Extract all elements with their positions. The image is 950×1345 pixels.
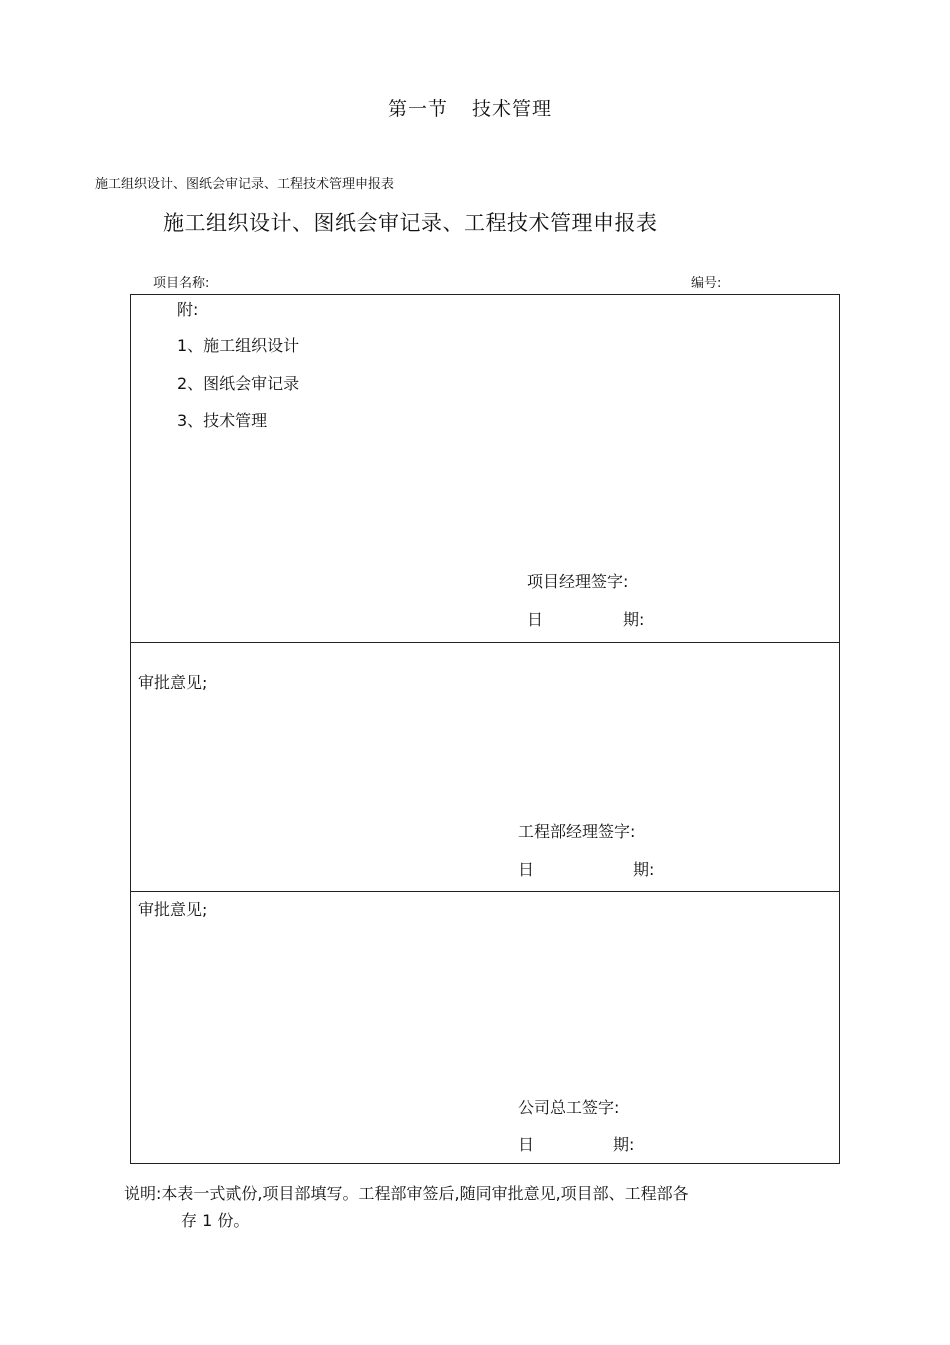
project-manager-signature-label: 项目经理签字:: [527, 572, 629, 591]
date-label-day: 日: [527, 610, 544, 629]
note-line-1: 说明:本表一式贰份,项目部填写。工程部审签后,随同审批意见,项目部、工程部各: [124, 1184, 689, 1203]
approval-opinion-label: 审批意见;: [138, 900, 208, 919]
row-divider: [131, 891, 839, 892]
section-title: [0, 94, 940, 121]
attachment-item-3: 3、技术管理: [177, 411, 268, 430]
date-label-period: 期:: [633, 860, 655, 879]
date-label-period: 期:: [613, 1135, 635, 1154]
date-label-day: 日: [518, 1135, 535, 1154]
engineering-manager-signature-label: 工程部经理签字:: [518, 822, 636, 841]
attachment-item-2: 2、图纸会审记录: [177, 374, 300, 393]
section-title-number: 第一节: [387, 98, 448, 120]
attachment-item-1: 1、施工组织设计: [177, 336, 300, 355]
attachments-heading: 附:: [177, 300, 199, 319]
approval-opinion-label: 审批意见;: [138, 673, 208, 692]
note-line-2: 存 1 份。: [181, 1211, 250, 1230]
form-table: [130, 294, 840, 1164]
row-divider: [131, 642, 839, 643]
document-caption: 施工组织设计、图纸会审记录、工程技术管理申报表: [95, 177, 395, 192]
number-label: 编号:: [691, 276, 722, 291]
section-title-text: 技术管理: [472, 98, 553, 120]
form-title: 施工组织设计、图纸会审记录、工程技术管理申报表: [163, 211, 658, 235]
project-name-label: 项目名称:: [153, 276, 210, 291]
chief-engineer-signature-label: 公司总工签字:: [518, 1098, 620, 1117]
date-label-day: 日: [518, 860, 535, 879]
date-label-period: 期:: [623, 610, 645, 629]
